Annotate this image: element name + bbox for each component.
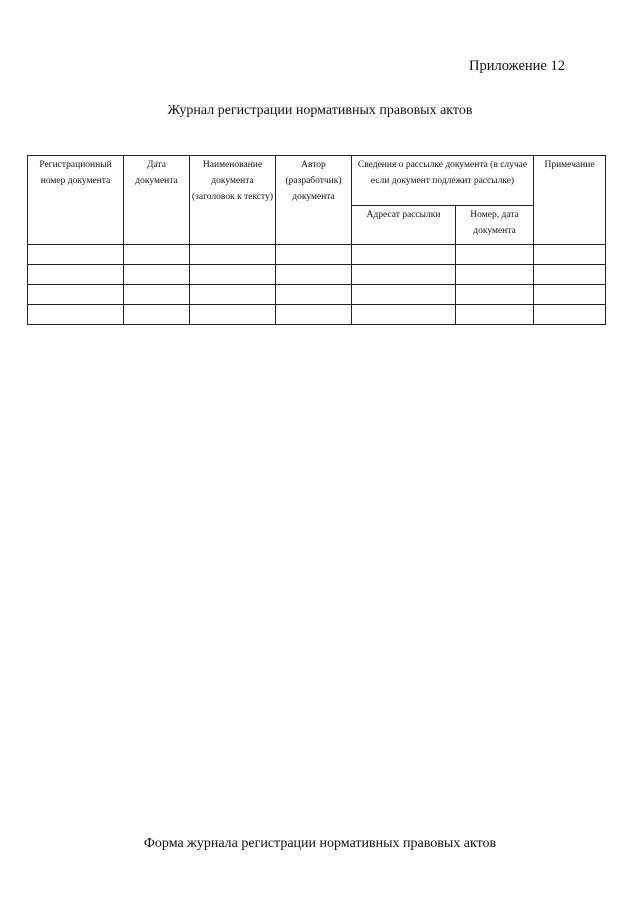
document-title: Журнал регистрации нормативных правовых актов bbox=[167, 103, 473, 118]
table-cell bbox=[124, 305, 190, 325]
table-cell bbox=[190, 285, 276, 305]
footer-caption: Форма журнала регистрации нормативных правовых актов bbox=[143, 836, 497, 851]
table-cell bbox=[534, 305, 606, 325]
header-number-date: Номер, дата документа bbox=[456, 206, 534, 245]
header-reg-number: Регистрационный номер документа bbox=[28, 156, 124, 245]
table-cell bbox=[28, 265, 124, 285]
table-cell bbox=[276, 245, 352, 265]
registration-journal-table bbox=[27, 155, 606, 325]
table-cell bbox=[276, 265, 352, 285]
table-cell bbox=[124, 285, 190, 305]
table-row bbox=[28, 305, 606, 325]
table-cell bbox=[534, 265, 606, 285]
table-cell bbox=[456, 305, 534, 325]
table-row bbox=[28, 265, 606, 285]
table-cell bbox=[456, 245, 534, 265]
table-cell bbox=[190, 245, 276, 265]
appendix-label: Приложение 12 bbox=[469, 58, 565, 74]
table-cell bbox=[534, 285, 606, 305]
table-cell bbox=[456, 265, 534, 285]
table-cell bbox=[534, 245, 606, 265]
table-cell bbox=[276, 285, 352, 305]
table-cell bbox=[276, 305, 352, 325]
table-cell bbox=[28, 285, 124, 305]
header-date: Дата документа bbox=[124, 156, 190, 245]
table-cell bbox=[190, 305, 276, 325]
table-row bbox=[28, 245, 606, 265]
table-row bbox=[28, 285, 606, 305]
header-addressee: Адресат рассылки bbox=[352, 206, 456, 245]
header-author: Автор (разработчик) документа bbox=[276, 156, 352, 245]
table-cell bbox=[352, 265, 456, 285]
table-cell bbox=[28, 305, 124, 325]
table-cell bbox=[352, 305, 456, 325]
table-cell bbox=[352, 245, 456, 265]
table-cell bbox=[352, 285, 456, 305]
header-distribution: Сведения о рассылке документа (в случае если документ подлежит рассылке) bbox=[352, 156, 534, 206]
table-cell bbox=[456, 285, 534, 305]
table-cell bbox=[190, 265, 276, 285]
header-note: Примечание bbox=[534, 156, 606, 245]
table-cell bbox=[124, 265, 190, 285]
header-name: Наименование документа (заголовок к тексту) bbox=[190, 156, 276, 245]
table-cell bbox=[28, 245, 124, 265]
table-cell bbox=[124, 245, 190, 265]
